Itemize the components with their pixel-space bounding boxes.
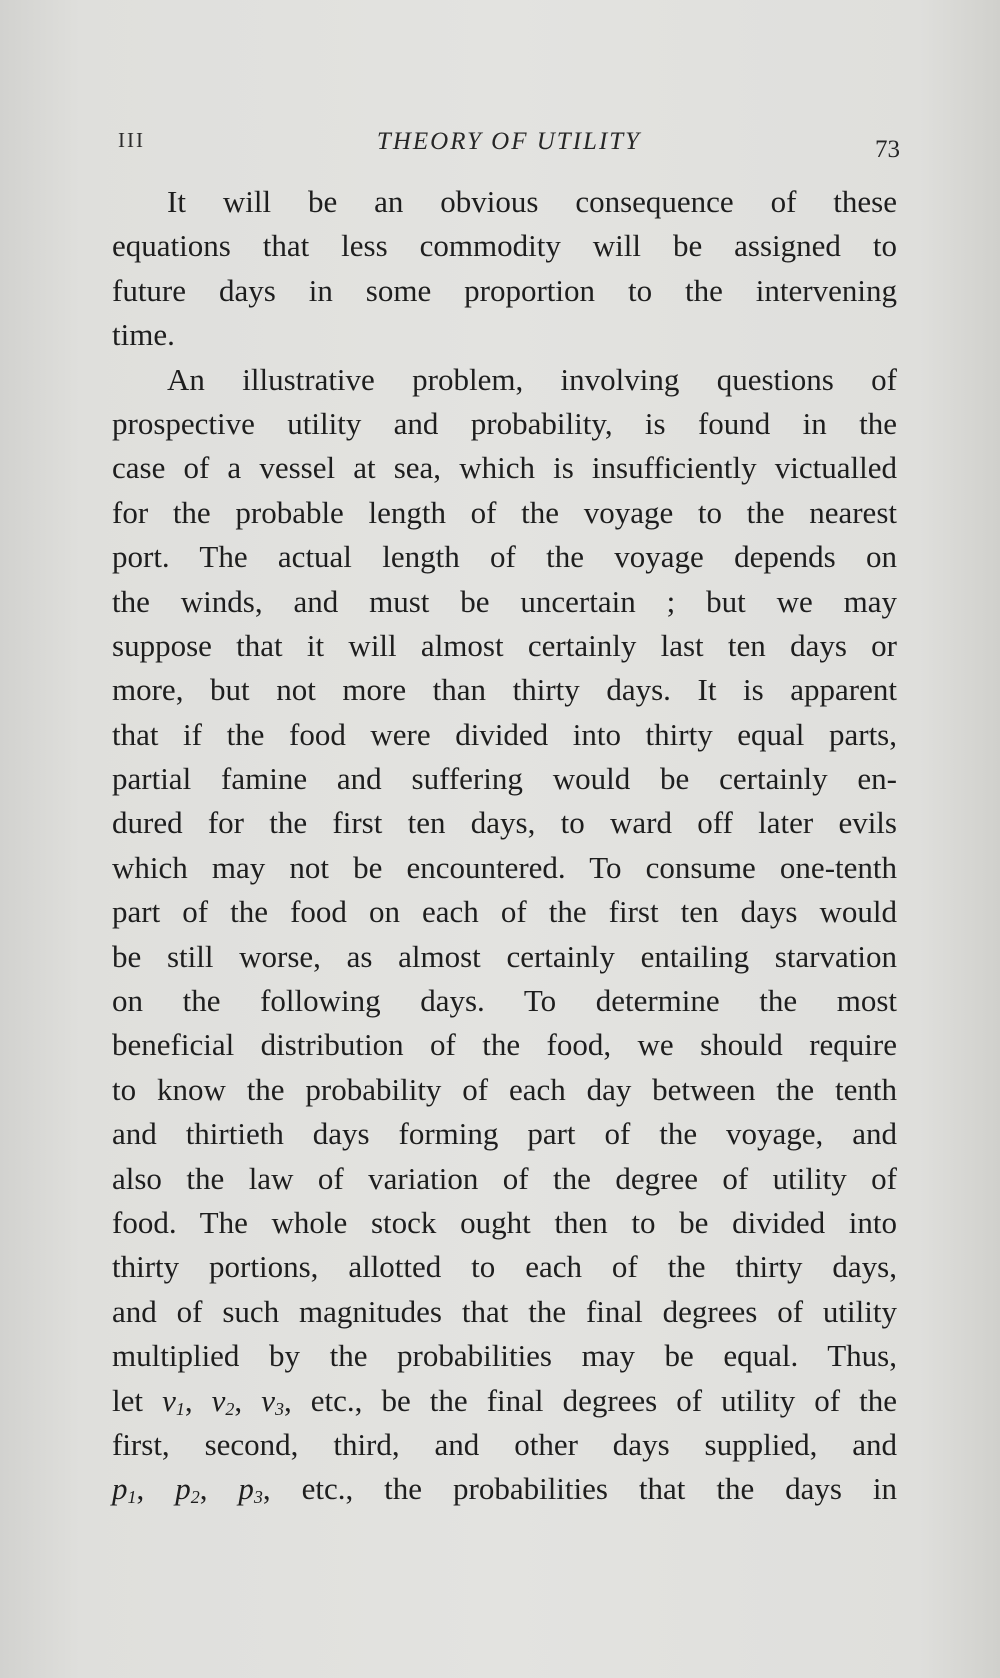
var-v2: $v_2$ bbox=[211, 1382, 235, 1419]
text-line: future days in some proportion to the intervening bbox=[112, 272, 897, 308]
chapter-number: III bbox=[118, 128, 145, 152]
text-line: case of a vessel at sea, which is insufficiently victualled bbox=[112, 450, 897, 486]
text-line: multiplied by the probabilities may be equal. Thus, bbox=[112, 1338, 897, 1374]
v-line-rest: etc., be the final degrees of utility of the bbox=[310, 1382, 898, 1418]
text-line: more, but not more than thirty days. It is apparent bbox=[112, 672, 897, 708]
var-v3: $v_3$ bbox=[261, 1382, 284, 1419]
text-line: equations that less commodity will be assigned to bbox=[112, 228, 897, 264]
text-line-variables-p: $p_1$, $p_2$, $p_3$, etc., the probabilities that the days in bbox=[112, 1471, 898, 1508]
p-line-rest: etc., the probabilities that the days in bbox=[301, 1471, 898, 1507]
text-line: on the following days. To determine the most bbox=[112, 983, 897, 1019]
text-line: that if the food were divided into thirty equal parts, bbox=[112, 716, 897, 752]
text-line: the winds, and must be uncertain ; but we may bbox=[112, 583, 897, 619]
running-head bbox=[118, 128, 900, 168]
text-line: thirty portions, allotted to each of the thirty days, bbox=[112, 1249, 897, 1285]
text-line: to know the probability of each day between the tenth bbox=[112, 1071, 897, 1107]
text-line: part of the food on each of the first ten days would bbox=[112, 894, 897, 930]
text-line: dured for the first ten days, to ward off later evils bbox=[112, 805, 897, 841]
body-text bbox=[112, 180, 897, 1512]
var-v1: $v_1$ bbox=[162, 1382, 185, 1419]
var-p2: $p_2$ bbox=[175, 1471, 200, 1508]
text-line: be still worse, as almost certainly entailing starvation bbox=[112, 938, 897, 974]
text-line: also the law of variation of the degree of utility of bbox=[112, 1160, 897, 1196]
text-line: food. The whole stock ought then to be divided into bbox=[112, 1204, 897, 1240]
text-line: which may not be encountered. To consume one-tenth bbox=[112, 849, 897, 885]
text-line: port. The actual length of the voyage depends on bbox=[112, 539, 897, 575]
text-line: It will be an obvious consequence of these bbox=[167, 184, 897, 219]
word-let: let bbox=[112, 1382, 143, 1418]
page-number: 73 bbox=[875, 136, 900, 163]
text-line: An illustrative problem, involving questions of bbox=[167, 361, 897, 397]
text-line: and thirtieth days forming part of the voyage, and bbox=[112, 1116, 897, 1152]
text-line: and of such magnitudes that the final degrees of utility bbox=[112, 1293, 897, 1329]
text-line: prospective utility and probability, is found in the bbox=[112, 405, 897, 441]
text-line: for the probable length of the voyage to the nearest bbox=[112, 494, 897, 530]
text-line: partial famine and suffering would be certainly en- bbox=[112, 761, 897, 797]
var-p3: $p_3$ bbox=[238, 1471, 263, 1508]
text-line: beneficial distribution of the food, we should require bbox=[112, 1027, 897, 1063]
text-line: suppose that it will almost certainly last ten days or bbox=[112, 627, 897, 663]
text-line: time. bbox=[112, 317, 175, 353]
running-title: THEORY OF UTILITY bbox=[376, 128, 642, 155]
text-line: first, second, third, and other days supplied, and bbox=[112, 1426, 897, 1462]
var-p1: $p_1$ bbox=[112, 1471, 137, 1508]
text-line-variables-v: let $v_1$, $v_2$, $v_3$, etc., be the final degrees of utility of the bbox=[112, 1382, 898, 1419]
